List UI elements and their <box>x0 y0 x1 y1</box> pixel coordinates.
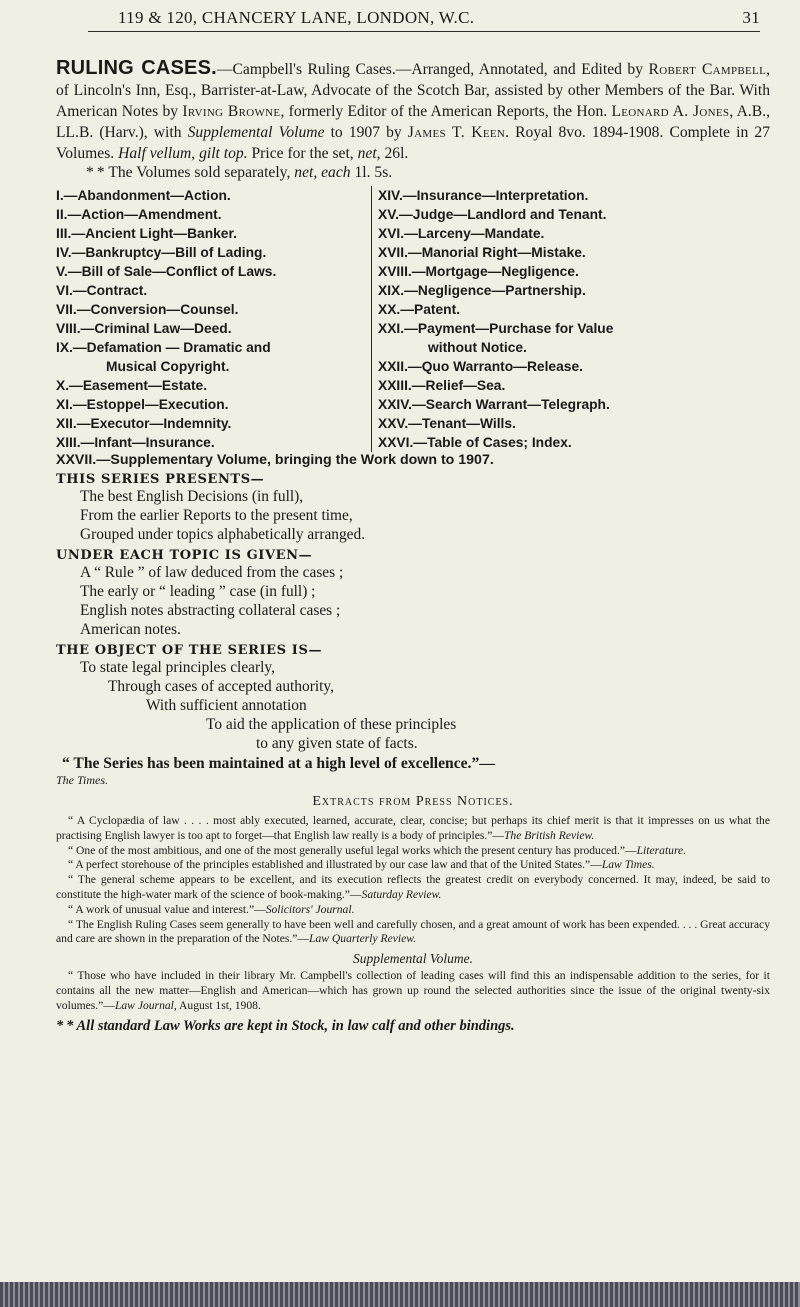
topic-item <box>56 281 371 300</box>
press-notice-text: “ A Cyclopædia of law . . . . most ably executed, learned, accurate, clear, concise; but perhaps its chief merit is that it impresses on us what the practising English lawyer is too apt to forget—that English law really is a body of principles.”— <box>56 814 770 842</box>
supplemental-volume-notice <box>56 969 770 1013</box>
supplemental-notice-source: Law Journal, <box>114 998 177 1012</box>
press-notice-source: Law Times. <box>601 858 655 872</box>
topic-item <box>56 414 371 433</box>
press-notice-source: Law Quarterly Review. <box>309 932 417 946</box>
press-notice-source: Solicitors' Journal. <box>265 902 355 916</box>
topic-label: XIV.—Insurance—Interpretation. <box>378 188 589 203</box>
topic-label: I.—Abandonment—Action. <box>56 188 231 203</box>
topic-item <box>378 433 758 452</box>
topic-item <box>378 186 758 205</box>
press-notice-text: “ A work of unusual value and interest.”— <box>68 902 266 916</box>
topics-column-left <box>56 186 371 452</box>
intro-text-1: —Campbell's Ruling Cases.—Arranged, Annotated, and Edited by <box>216 61 649 78</box>
press-notice <box>56 903 770 918</box>
topic-sublabel: without Notice. <box>428 340 527 355</box>
press-notice <box>56 814 770 844</box>
topic-label: XXII.—Quo Warranto—Release. <box>378 359 583 374</box>
page-header <box>88 8 760 32</box>
page-number: 31 <box>742 8 760 27</box>
supplemental-notice-text: “ Those who have included in their library Mr. Campbell's collection of leading cases will find this an indispensable addition to the series, for it contains all the new matter—English and American—which has grown up round the selected authorities since the issue of the original twenty-six volumes.”— <box>56 969 770 1012</box>
editor-name: Robert Campbell <box>648 61 767 78</box>
times-quote-source: The Times. <box>56 773 109 787</box>
volumes-note <box>56 164 770 182</box>
topic-label: VII.—Conversion—Counsel. <box>56 302 239 317</box>
topic-item <box>378 243 758 262</box>
topic-sublabel: Musical Copyright. <box>106 359 230 374</box>
binding-description: Half vellum, gilt top. <box>118 145 248 162</box>
topic-label: XIII.—Infant—Insurance. <box>56 435 215 450</box>
volumes-note-price: 1l. 5s. <box>350 164 393 181</box>
press-notice-text: “ The general scheme appears to be excellent, and its execution reflects the greatest credit on everybody concerned. It may, indeed, be said to constitute the high-water mark of the science of book-making.”— <box>56 873 770 901</box>
topic-label: XXIV.—Search Warrant—Telegraph. <box>378 397 610 412</box>
press-notices-list <box>56 814 770 947</box>
object-heading: THE OBJECT OF THE SERIES IS— <box>56 643 323 658</box>
topic-label: XI.—Estoppel—Execution. <box>56 397 229 412</box>
topic-label: XIX.—Negligence—Partnership. <box>378 283 586 298</box>
topic-item <box>378 357 758 376</box>
intro-lead: RULING CASES. <box>56 57 217 79</box>
under-each-line: The early or “ leading ” case (in full) ; <box>80 583 316 600</box>
topic-item <box>56 338 371 376</box>
topic-label: II.—Action—Amendment. <box>56 207 222 222</box>
press-notices-heading: Extracts from Press Notices. <box>312 794 514 809</box>
topic-label: V.—Bill of Sale—Conflict of Laws. <box>56 264 277 279</box>
topic-item <box>56 376 371 395</box>
page-edge-band <box>0 1282 800 1307</box>
intro-text-8: , 26l. <box>376 145 409 162</box>
press-notice-source: The British Review. <box>503 828 595 842</box>
topic-label: XVIII.—Mortgage—Negligence. <box>378 264 579 279</box>
topic-label: XXI.—Payment—Purchase for Value <box>378 321 614 336</box>
topics-column-right <box>371 186 758 452</box>
topic-item <box>378 319 758 357</box>
press-notice-source: Saturday Review. <box>361 887 442 901</box>
topic-item <box>378 205 758 224</box>
topic-label: XII.—Executor—Indemnity. <box>56 416 232 431</box>
topic-label: XVII.—Manorial Right—Mistake. <box>378 245 586 260</box>
press-notice <box>56 858 770 873</box>
intro-text-4: , A.B., LL.B. (Harv.), with <box>56 103 771 141</box>
object-line: to any given state of facts. <box>256 735 418 752</box>
series-presents-section <box>56 472 770 544</box>
topic-item <box>56 224 371 243</box>
object-line: To state legal principles clearly, <box>80 659 275 676</box>
topics-list <box>56 186 770 452</box>
intro-text-2: , of Lincoln's Inn, Esq., Barrister-at-Law, Advocate of the Scotch Bar, assisted by other Members of the Bar. With American Notes by <box>56 61 771 120</box>
intro-paragraph <box>56 58 770 164</box>
under-each-line: A “ Rule ” of law deduced from the cases ; <box>80 564 344 581</box>
topic-item <box>378 376 758 395</box>
under-each-topic-section <box>56 548 770 639</box>
object-line: Through cases of accepted authority, <box>108 678 334 695</box>
topic-label: III.—Ancient Light—Banker. <box>56 226 237 241</box>
topic-item <box>378 224 758 243</box>
topic-item <box>56 433 371 452</box>
topic-label: IV.—Bankruptcy—Bill of Lading. <box>56 245 267 260</box>
under-each-line: English notes abstracting collateral cases ; <box>80 602 341 619</box>
press-notice <box>56 873 770 903</box>
under-each-heading: UNDER EACH TOPIC IS GIVEN— <box>56 548 313 563</box>
topic-label: XX.—Patent. <box>378 302 461 317</box>
topic-label: XXV.—Tenant—Wills. <box>378 416 516 431</box>
topic-label: XXVI.—Table of Cases; Index. <box>378 435 572 450</box>
topic-label: VIII.—Criminal Law—Deed. <box>56 321 232 336</box>
times-quote: “ The Series has been maintained at a high level of excellence.”— <box>62 755 495 772</box>
supplement-editor-name: James T. Keen <box>407 124 506 141</box>
topic-label: XV.—Judge—Landlord and Tenant. <box>378 207 607 222</box>
press-notice <box>56 918 770 948</box>
topic-label: VI.—Contract. <box>56 283 148 298</box>
press-notice-text: “ A perfect storehouse of the principles established and illustrated by our case law and that of the United States.”— <box>68 858 602 872</box>
intro-text-7: Price for the set, <box>247 145 358 162</box>
series-presents-line: The best English Decisions (in full), <box>80 488 304 505</box>
topic-item <box>378 281 758 300</box>
intro-text-5: to 1907 by <box>324 124 408 141</box>
topic-item <box>56 395 371 414</box>
series-presents-line: From the earlier Reports to the present time, <box>80 507 353 524</box>
supplemental-notice-date: August 1st, 1908. <box>176 998 261 1012</box>
main-content <box>56 58 770 1035</box>
press-notice <box>56 844 770 859</box>
under-each-line: American notes. <box>80 621 181 638</box>
topic-item <box>56 300 371 319</box>
net-label: net <box>357 145 377 162</box>
press-notice-text: “ One of the most ambitious, and one of the most generally useful legal works which the present century has produced.”— <box>68 843 637 857</box>
supplementary-volume-line: XXVII.—Supplementary Volume, bringing the Work down to 1907. <box>56 452 494 468</box>
topic-label: IX.—Defamation — Dramatic and <box>56 340 271 355</box>
intro-text-3: , formerly Editor of the American Reports, the Hon. <box>280 103 612 120</box>
volumes-note-prefix: * * The Volumes sold separately, <box>86 164 295 181</box>
topic-item <box>56 319 371 338</box>
supplemental-volume-title: Supplemental Volume <box>187 124 325 141</box>
topic-item <box>56 243 371 262</box>
intro-text-6: . Royal 8vo. 1894-1908. Complete in 27 Volumes. <box>56 124 770 162</box>
hon-name: Leonard A. Jones <box>611 103 730 120</box>
topic-item <box>56 205 371 224</box>
publisher-address: 119 & 120, CHANCERY LANE, LONDON, W.C. <box>118 8 475 27</box>
series-presents-heading: THIS SERIES PRESENTS— <box>56 472 265 487</box>
topic-item <box>56 262 371 281</box>
object-line: To aid the application of these principles <box>206 716 457 733</box>
topic-label: XVI.—Larceny—Mandate. <box>378 226 545 241</box>
press-notice-text: “ The English Ruling Cases seem generally to have been well and carefully chosen, and a great amount of work has been expended. . . . Great accuracy and care are shown in the preparation of the Notes.”— <box>56 917 770 946</box>
stock-note: * * All standard Law Works are kept in Stock, in law calf and other bindings. <box>56 1017 515 1034</box>
supplemental-volume-heading: Supplemental Volume. <box>353 951 473 967</box>
object-line: With sufficient annotation <box>146 697 307 714</box>
topic-item <box>378 395 758 414</box>
topic-item <box>56 186 371 205</box>
american-editor-name: Irving Browne <box>182 103 281 120</box>
object-section <box>56 643 770 753</box>
volumes-note-net: net, each <box>294 164 351 181</box>
topic-item <box>378 262 758 281</box>
topic-label: X.—Easement—Estate. <box>56 378 208 393</box>
topic-item <box>378 300 758 319</box>
press-notice-source: Literature. <box>636 843 687 857</box>
topic-item <box>378 414 758 433</box>
series-presents-line: Grouped under topics alphabetically arranged. <box>80 526 366 543</box>
topic-label: XXIII.—Relief—Sea. <box>378 378 506 393</box>
